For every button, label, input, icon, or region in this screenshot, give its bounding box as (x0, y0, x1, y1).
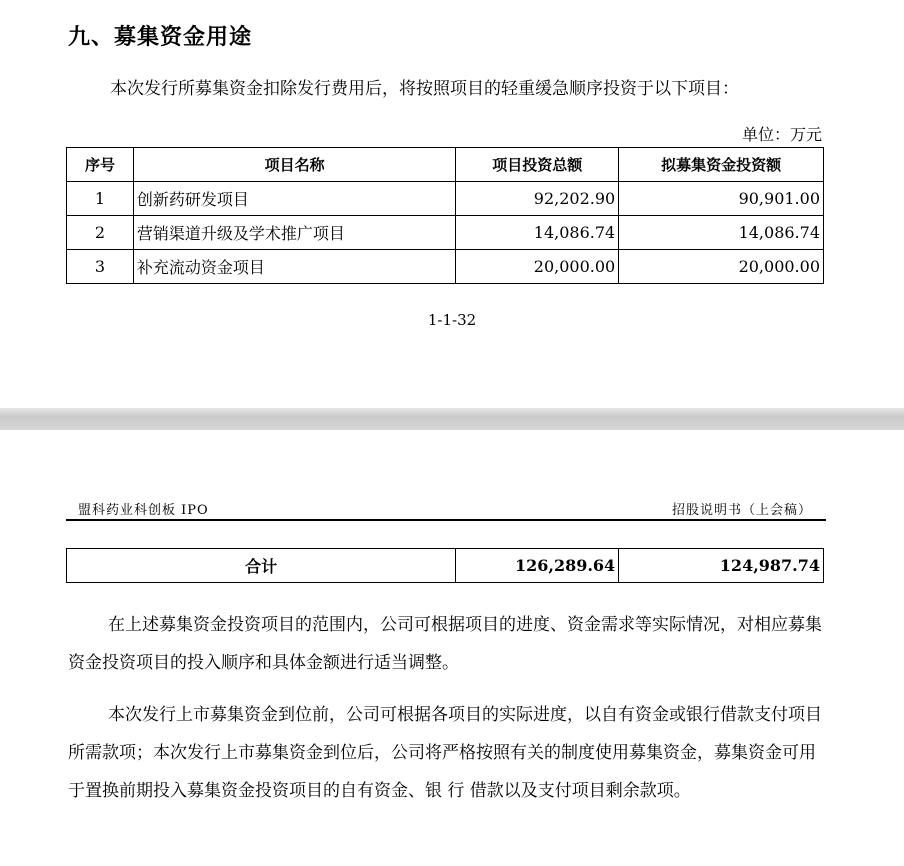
total-row (67, 549, 824, 583)
body-paragraph: 在上述募集资金投资项目的范围内，公司可根据项目的进度、资金需求等实际情况，对相应募集资金投资项目的投入顺序和具体金额进行适当调整。 (68, 615, 822, 673)
body-paragraph: 本次发行上市募集资金到位前，公司可根据各项目的实际进度，以自有资金或银行借款支付项目所需款项；本次发行上市募集资金到位后，公司将严格按照有关的制度使用募集资金，募集资金可用于置换前期投入募集资金投资项目的自有资金、银 行 借款以及支付项目剩余款项。 (68, 705, 822, 801)
row-raise-amount: 90,901.00 (619, 182, 824, 216)
row-index: 1 (67, 182, 134, 216)
running-header-right: 招股说明书（上会稿） (671, 503, 812, 518)
row-raise-amount: 20,000.00 (619, 250, 824, 284)
header-index: 序号 (67, 148, 134, 182)
row-index: 3 (67, 250, 134, 284)
page-number: 1-1-32 (427, 311, 477, 329)
section-heading: 九、募集资金用途 (68, 25, 253, 50)
header-project-name: 项目名称 (133, 148, 455, 182)
row-project-name: 营销渠道升级及学术推广项目 (133, 216, 455, 250)
table-row (67, 182, 824, 216)
row-project-name: 补充流动资金项目 (133, 250, 455, 284)
running-header-left: 盟科药业科创板 IPO (78, 503, 209, 518)
row-total-investment: 92,202.90 (456, 182, 619, 216)
intro-paragraph: 本次发行所募集资金扣除发行费用后，将按照项目的轻重缓急顺序投资于以下项目： (110, 79, 739, 99)
header-raise-amount: 拟募集资金投资额 (619, 148, 824, 182)
row-project-name: 创新药研发项目 (133, 182, 455, 216)
total-raise-sum: 124,987.74 (619, 549, 824, 583)
row-raise-amount: 14,086.74 (619, 216, 824, 250)
table-row (67, 250, 824, 284)
total-investment-sum: 126,289.64 (456, 549, 619, 583)
row-index: 2 (67, 216, 134, 250)
header-total-investment: 项目投资总额 (456, 148, 619, 182)
table-row (67, 216, 824, 250)
row-total-investment: 14,086.74 (456, 216, 619, 250)
row-total-investment: 20,000.00 (456, 250, 619, 284)
unit-label: 单位：万元 (741, 125, 822, 144)
page-break-gap (0, 408, 904, 430)
investment-table (66, 147, 824, 284)
total-table (66, 548, 824, 583)
header-divider (66, 519, 826, 521)
total-label: 合计 (67, 549, 456, 583)
table-header-row (67, 148, 824, 182)
